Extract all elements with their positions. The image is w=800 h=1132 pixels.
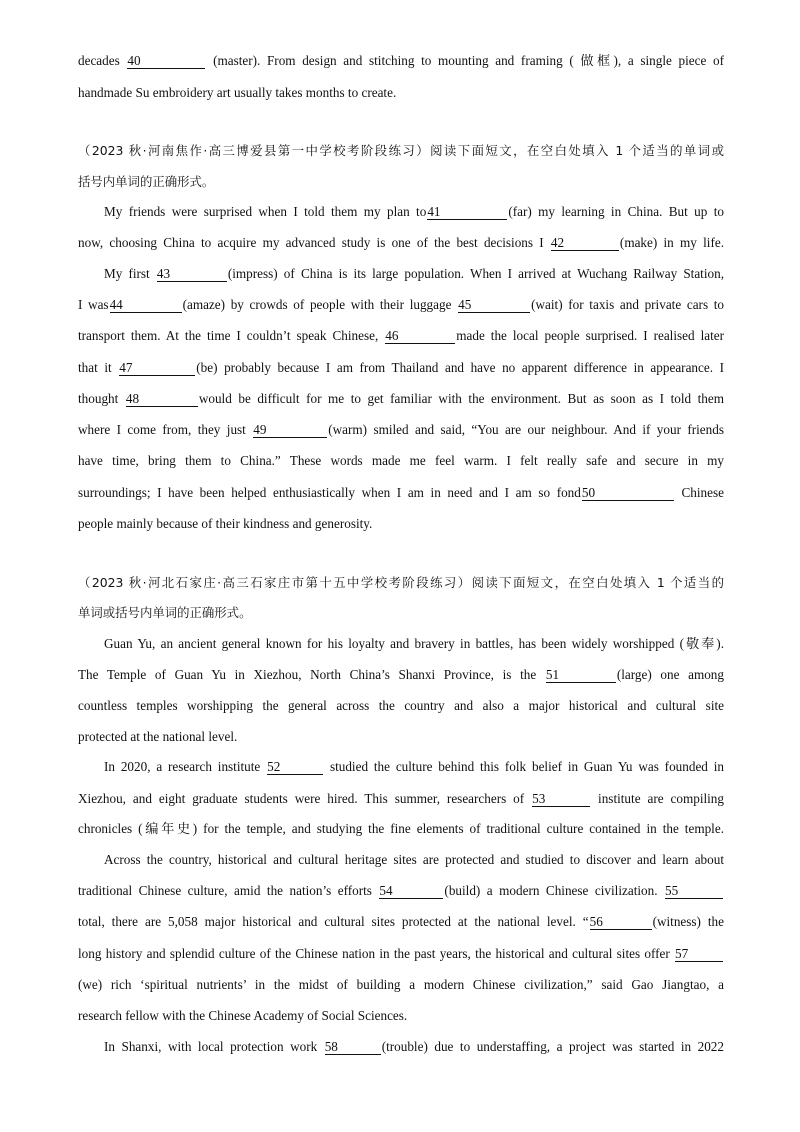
text-segment: surroundings; I have been helped enthusiastically when I am in need and I am so fond: [78, 485, 581, 500]
blank-46: 46: [385, 329, 455, 344]
text-segment: (master). From design and stitching to mounting and framing ( 做框), a single piece of: [206, 53, 724, 68]
text-line: [78, 452, 724, 470]
blank-52: 52: [267, 760, 323, 775]
text-segment: Guan Yu, an ancient general known for his loyalty and bravery in battles, has been widely worshipped (敬奉).: [104, 636, 724, 651]
text-line: [78, 52, 724, 70]
blank-40: 40: [127, 54, 205, 69]
text-line: [78, 666, 724, 684]
blank-54: 54: [379, 884, 443, 899]
text-segment: (far) my learning in China. But up to: [508, 204, 724, 219]
text-line: [78, 574, 724, 592]
text-line: [78, 976, 724, 994]
text-segment: (amaze) by crowds of people with their luggage: [182, 297, 458, 312]
text-line: [78, 790, 724, 808]
text-line: [78, 515, 724, 533]
text-line: [78, 484, 724, 502]
text-segment: now, choosing China to acquire my advanced study is one of the best decisions I: [78, 235, 550, 250]
text-line: [78, 142, 724, 160]
text-segment: (we) rich ‘spiritual nutrients’ in the midst of building a modern Chinese civilization,” said Gao Jiangtao, a: [78, 977, 724, 992]
blank-58: 58: [325, 1040, 381, 1055]
text-segment: (make) in my life.: [619, 235, 724, 250]
text-line: [78, 945, 724, 963]
blank-44: 44: [110, 298, 182, 313]
text-line: [78, 1007, 724, 1025]
text-segment: （2023 秋·河南焦作·高三博爱县第一中学校考阶段练习）阅读下面短文，在空白处填入 1 个适当的单词或: [78, 143, 724, 158]
blank-48: 48: [126, 392, 198, 407]
text-line: [78, 913, 724, 931]
text-line: [78, 173, 724, 191]
text-segment: long history and splendid culture of the Chinese nation in the past years, the historical and cultural sites offer: [78, 946, 674, 961]
blank-50: 50: [582, 486, 674, 501]
text-segment: My first: [104, 266, 156, 281]
text-segment: Chinese: [674, 485, 724, 500]
text-line: [78, 728, 724, 746]
text-line: [78, 390, 724, 408]
text-line: [78, 359, 724, 377]
text-segment: (wait) for taxis and private cars to: [531, 297, 724, 312]
text-segment: chronicles (编年史) for the temple, and studying the fine elements of traditional culture contained in the temple.: [78, 821, 724, 836]
text-segment: decades: [78, 53, 127, 68]
blank-56: 56: [590, 915, 652, 930]
text-line: [104, 265, 724, 283]
text-segment: (witness) the: [652, 914, 724, 929]
text-segment: (warm) smiled and said, “You are our neighbour. And if your friends: [328, 422, 724, 437]
text-line: [78, 421, 724, 439]
text-segment: countless temples worshipping the general across the country and also a major historical and cultural site: [78, 698, 724, 713]
text-line: [104, 758, 724, 776]
text-segment: (large) one among: [616, 667, 724, 682]
text-segment: would be difficult for me to get familiar with the environment. But as soon as I told them: [198, 391, 724, 406]
text-segment: My friends were surprised when I told them my plan to: [104, 204, 427, 219]
text-segment: (trouble) due to understaffing, a project was started in 2022: [381, 1039, 724, 1054]
text-segment: （2023 秋·河北石家庄·高三石家庄市第十五中学校考阶段练习）阅读下面短文，在空白处填入 1 个适当的: [78, 575, 724, 590]
text-segment: total, there are 5,058 major historical and cultural sites protected at the national level. “: [78, 914, 589, 929]
blank-43: 43: [157, 267, 227, 282]
text-segment: 括号内单词的正确形式。: [78, 174, 215, 189]
text-segment: In Shanxi, with local protection work: [104, 1039, 324, 1054]
blank-49: 49: [253, 423, 327, 438]
text-segment: (impress) of China is its large population. When I arrived at Wuchang Railway Station,: [227, 266, 724, 281]
blank-57: 57: [675, 947, 723, 962]
text-segment: The Temple of Guan Yu in Xiezhou, North China’s Shanxi Province, is the: [78, 667, 545, 682]
text-line: [78, 234, 724, 252]
text-line: [104, 851, 724, 869]
text-segment: thought: [78, 391, 125, 406]
blank-45: 45: [458, 298, 530, 313]
text-segment: Across the country, historical and cultural heritage sites are protected and studied to discover and learn about: [104, 852, 724, 867]
blank-42: 42: [551, 236, 619, 251]
text-segment: made the local people surprised. I realised later: [456, 328, 724, 343]
text-line: [78, 604, 724, 622]
text-line: [78, 882, 724, 900]
text-line: [104, 203, 724, 221]
text-segment: research fellow with the Chinese Academy of Social Sciences.: [78, 1008, 408, 1023]
text-segment: have time, bring them to China.” These words made me feel warm. I felt really safe and secure in my: [78, 453, 724, 468]
text-segment: institute are compiling: [591, 791, 724, 806]
text-segment: traditional Chinese culture, amid the nation’s efforts: [78, 883, 379, 898]
text-line: [78, 327, 724, 345]
text-segment: where I come from, they just: [78, 422, 253, 437]
text-segment: handmade Su embroidery art usually takes months to create.: [78, 85, 397, 100]
blank-53: 53: [532, 792, 590, 807]
text-line: [104, 1038, 724, 1056]
text-line: [104, 635, 724, 653]
blank-51: 51: [546, 668, 616, 683]
text-segment: Xiezhou, and eight graduate students were hired. This summer, researchers of: [78, 791, 532, 806]
blank-47: 47: [119, 361, 195, 376]
blank-55: 55: [665, 884, 723, 899]
text-line: [78, 697, 724, 715]
text-segment: people mainly because of their kindness and generosity.: [78, 516, 373, 531]
text-segment: studied the culture behind this folk belief in Guan Yu was founded in: [324, 759, 724, 774]
text-line: [78, 296, 724, 314]
text-segment: I was: [78, 297, 109, 312]
text-segment: transport them. At the time I couldn’t speak Chinese,: [78, 328, 385, 343]
blank-41: 41: [427, 205, 507, 220]
text-segment: (build) a modern Chinese civilization.: [444, 883, 664, 898]
text-segment: protected at the national level.: [78, 729, 238, 744]
text-line: [78, 820, 724, 838]
text-segment: 单词或括号内单词的正确形式。: [78, 605, 252, 620]
text-segment: (be) probably because I am from Thailand and have no apparent difference in appearance. I: [196, 360, 724, 375]
text-line: [78, 84, 724, 102]
text-segment: In 2020, a research institute: [104, 759, 267, 774]
text-segment: that it: [78, 360, 119, 375]
